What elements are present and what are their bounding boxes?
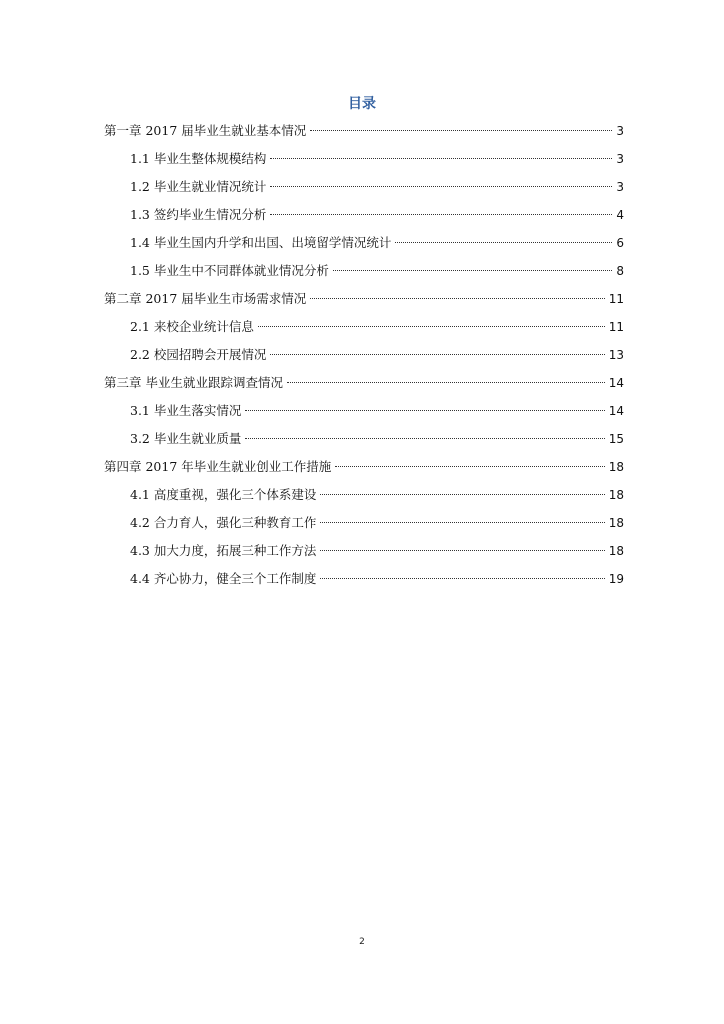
toc-entry-chapter-1[interactable] (104, 121, 624, 149)
toc-entry-chapter-2[interactable] (104, 289, 624, 317)
toc-entry-text: 1.3 签约毕业生情况分析 (130, 207, 267, 222)
toc-entry-chapter-4[interactable] (104, 457, 624, 485)
dot-leader (320, 550, 604, 551)
toc-entry-1-5[interactable] (104, 261, 624, 289)
toc-entry-page: 3 (616, 180, 624, 194)
dot-leader (310, 130, 612, 131)
dot-leader (395, 242, 612, 243)
toc-entry-page: 18 (608, 460, 624, 474)
dot-leader (320, 494, 604, 495)
toc-entry-text: 1.2 毕业生就业情况统计 (130, 179, 267, 194)
toc-entry-1-4[interactable] (104, 233, 624, 261)
toc-entry-page: 3 (616, 152, 624, 166)
table-of-contents (104, 121, 624, 597)
toc-entry-text: 第三章 毕业生就业跟踪调查情况 (104, 375, 283, 390)
toc-entry-text: 1.5 毕业生中不同群体就业情况分析 (130, 263, 329, 278)
toc-entry-page: 4 (616, 208, 624, 222)
dot-leader (333, 270, 613, 271)
toc-entry-text: 3.1 毕业生落实情况 (130, 403, 242, 418)
toc-entry-page: 11 (608, 320, 624, 334)
toc-entry-2-2[interactable] (104, 345, 624, 373)
toc-entry-text: 1.1 毕业生整体规模结构 (130, 151, 267, 166)
toc-entry-4-3[interactable] (104, 541, 624, 569)
toc-entry-1-1[interactable] (104, 149, 624, 177)
toc-entry-text: 3.2 毕业生就业质量 (130, 431, 242, 446)
toc-entry-4-2[interactable] (104, 513, 624, 541)
toc-entry-text: 1.4 毕业生国内升学和出国、出境留学情况统计 (130, 235, 392, 250)
toc-entry-page: 19 (608, 572, 624, 586)
toc-entry-page: 18 (608, 544, 624, 558)
dot-leader (270, 158, 612, 159)
toc-entry-text: 2.2 校园招聘会开展情况 (130, 347, 267, 362)
toc-entry-page: 15 (608, 432, 624, 446)
dot-leader (270, 354, 604, 355)
dot-leader (320, 522, 604, 523)
dot-leader (245, 410, 604, 411)
toc-entry-page: 18 (608, 488, 624, 502)
toc-entry-text: 4.2 合力育人，强化三种教育工作 (130, 515, 317, 530)
toc-entry-page: 14 (608, 404, 624, 418)
dot-leader (270, 186, 612, 187)
toc-entry-text: 第四章 2017 年毕业生就业创业工作措施 (104, 459, 332, 474)
toc-entry-page: 18 (608, 516, 624, 530)
toc-entry-3-1[interactable] (104, 401, 624, 429)
toc-entry-text: 4.1 高度重视，强化三个体系建设 (130, 487, 317, 502)
toc-entry-1-2[interactable] (104, 177, 624, 205)
dot-leader (287, 382, 605, 383)
toc-entry-page: 6 (616, 236, 624, 250)
toc-entry-text: 第二章 2017 届毕业生市场需求情况 (104, 291, 307, 306)
toc-entry-page: 14 (608, 376, 624, 390)
toc-entry-4-1[interactable] (104, 485, 624, 513)
dot-leader (270, 214, 612, 215)
toc-entry-chapter-3[interactable] (104, 373, 624, 401)
dot-leader (245, 438, 604, 439)
toc-entry-page: 8 (616, 264, 624, 278)
dot-leader (335, 466, 604, 467)
toc-title: 目录 (348, 96, 376, 112)
toc-entry-page: 13 (608, 348, 624, 362)
toc-entry-text: 第一章 2017 届毕业生就业基本情况 (104, 123, 307, 138)
dot-leader (320, 578, 604, 579)
page-number: 2 (359, 937, 365, 947)
toc-entry-text: 2.1 来校企业统计信息 (130, 319, 254, 334)
toc-entry-3-2[interactable] (104, 429, 624, 457)
toc-entry-2-1[interactable] (104, 317, 624, 345)
dot-leader (258, 326, 605, 327)
dot-leader (310, 298, 604, 299)
toc-entry-text: 4.4 齐心协力，健全三个工作制度 (130, 571, 317, 586)
toc-entry-4-4[interactable] (104, 569, 624, 597)
toc-entry-text: 4.3 加大力度，拓展三种工作方法 (130, 543, 317, 558)
toc-entry-page: 3 (616, 124, 624, 138)
toc-entry-1-3[interactable] (104, 205, 624, 233)
toc-entry-page: 11 (608, 292, 624, 306)
